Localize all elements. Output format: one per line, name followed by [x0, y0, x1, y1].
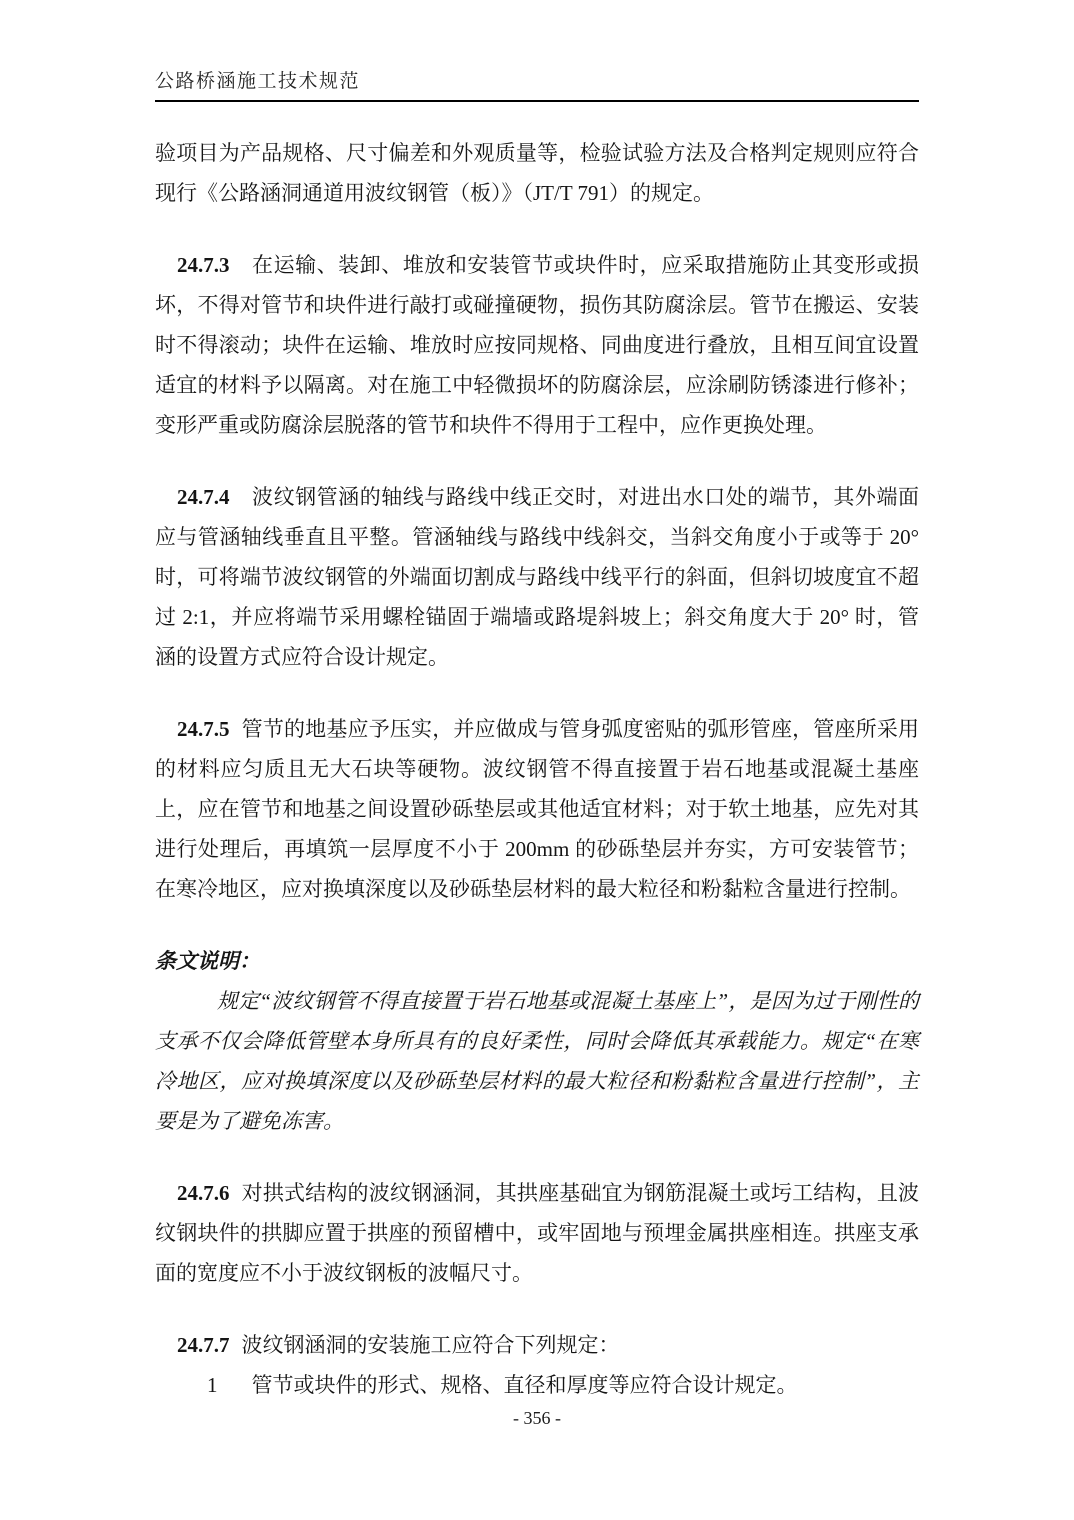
clause-number: 24.7.4: [177, 485, 230, 509]
intro-paragraph: 验项目为产品规格、尺寸偏差和外观质量等，检验试验方法及合格判定规则应符合现行《公路涵洞通道用波纹钢管（板）》（JT/T 791）的规定。: [155, 141, 919, 205]
clause-text: 波纹钢管涵的轴线与路线中线正交时，对进出水口处的端节，其外端面应与管涵轴线垂直且平整。管涵轴线与路线中线斜交，当斜交角度小于或等于 20° 时，可将端节波纹钢管的外端面切割成与路线中线平行的斜面，但斜切坡度宜不超过 2:1，并应将端节采用螺栓锚固于端墙或路堤斜坡上；斜交角度大于 20° 时，管涵的设置方式应符合设计规定。: [155, 485, 919, 669]
clause-number: 24.7.3: [177, 253, 230, 277]
running-header-title: 公路桥涵施工技术规范: [155, 71, 361, 92]
commentary-text: 规定“波纹钢管不得直接置于岩石地基或混凝土基座上”，是因为过于刚性的支承不仅会降低管壁本身所具有的良好柔性，同时会降低其承载能力。规定“在寒冷地区，应对换填深度以及砂砾垫层材料的最大粒径和粉黏粒含量进行控制”，主要是为了避免冻害。: [155, 989, 919, 1133]
clause-text: 波纹钢涵洞的安装施工应符合下列规定：: [241, 1333, 620, 1357]
clause-text: 在运输、装卸、堆放和安装管节或块件时，应采取措施防止其变形或损坏，不得对管节和块件进行敲打或碰撞硬物，损伤其防腐涂层。管节在搬运、安装时不得滚动；块件在运输、堆放时应按同规格、同曲度进行叠放，且相互间宜设置适宜的材料予以隔离。对在施工中轻微损坏的防腐涂层，应涂刷防锈漆进行修补；变形严重或防腐涂层脱落的管节和块件不得用于工程中，应作更换处理。: [155, 253, 919, 437]
clause-24-7-5: [155, 709, 919, 909]
clause-text: 管节的地基应予压实，并应做成与管身弧度密贴的弧形管座，管座所采用的材料应匀质且无大石块等硬物。波纹钢管不得直接置于岩石地基或混凝土基座上，应在管节和地基之间设置砂砾垫层或其他适宜材料；对于软土地基，应先对其进行处理后，再填筑一层厚度不小于 200mm 的砂砾垫层并夯实，方可安装管节；在寒冷地区，应对换填深度以及砂砾垫层材料的最大粒径和粉黏粒含量进行控制。: [155, 717, 919, 901]
list-item-text: 管节或块件的形式、规格、直径和厚度等应符合设计规定。: [251, 1373, 798, 1397]
page-number: - 356 -: [513, 1408, 561, 1428]
clause-24-7-3: [155, 245, 919, 445]
clause-text: 对拱式结构的波纹钢涵洞，其拱座基础宜为钢筋混凝土或圬工结构，且波纹钢块件的拱脚应置于拱座的预留槽中，或牢固地与预埋金属拱座相连。拱座支承面的宽度应不小于波纹钢板的波幅尺寸。: [155, 1181, 919, 1285]
list-item: [155, 1365, 919, 1405]
document-body: [155, 133, 919, 1405]
clause-number: 24.7.7: [177, 1333, 230, 1357]
commentary-section: [155, 941, 919, 1141]
clause-number: 24.7.6: [177, 1181, 230, 1205]
clause-24-7-7: [155, 1325, 919, 1365]
clause-number: 24.7.5: [177, 717, 230, 741]
page-header: [155, 0, 919, 102]
header-rule: [155, 100, 919, 102]
list-item-number: 1: [207, 1373, 218, 1397]
clause-24-7-6: [155, 1173, 919, 1293]
page-footer: [0, 1408, 1074, 1429]
commentary-heading: 条文说明：: [155, 949, 260, 973]
clause-24-7-4: [155, 477, 919, 677]
